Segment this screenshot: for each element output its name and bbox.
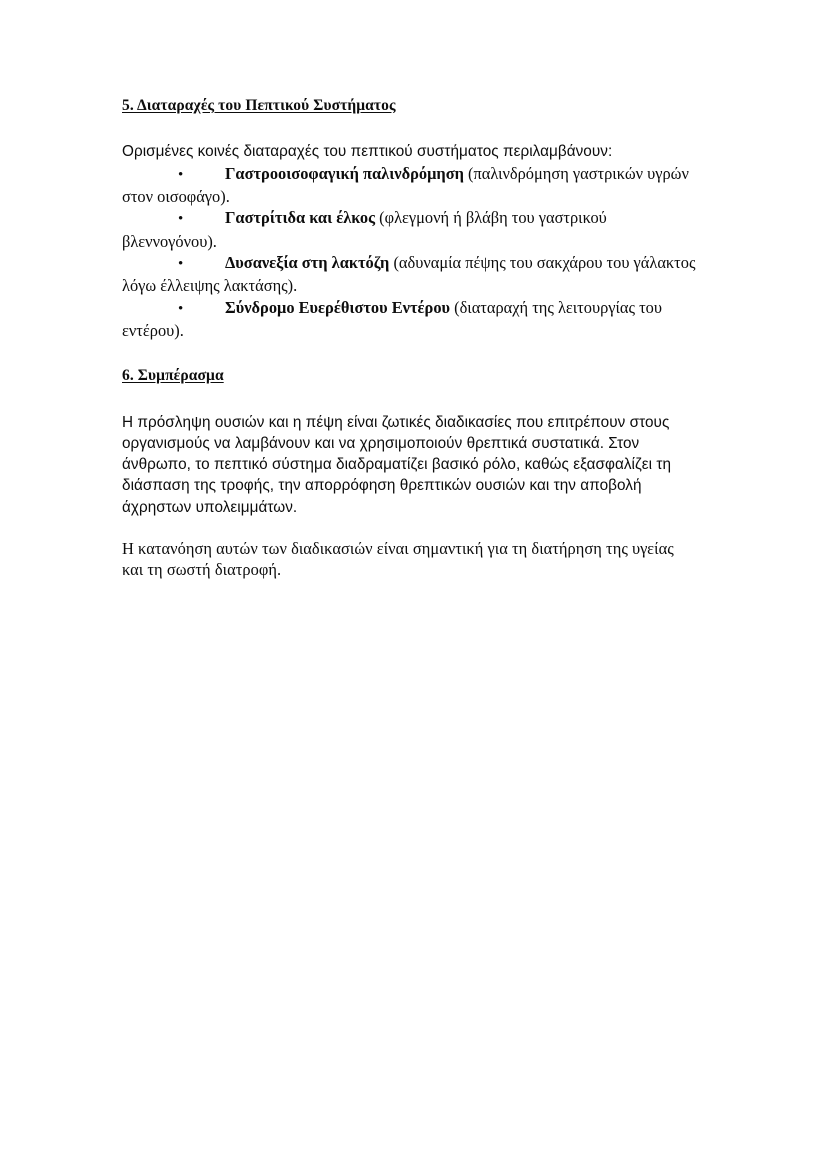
list-item-term: Γαστροοισοφαγική παλινδρόμηση: [225, 163, 464, 183]
list-item: [122, 252, 697, 297]
spacer: [122, 518, 697, 538]
spacer: [122, 387, 697, 412]
list-item: [122, 207, 697, 252]
bullet-icon: •: [178, 255, 184, 272]
document-content: [122, 96, 697, 581]
digestive-disorders-list: [122, 163, 697, 341]
list-item-description: (φλεγμονή ή βλάβη του γαστρικού βλεννογόνου).: [122, 208, 607, 251]
spacer: [122, 341, 697, 366]
section-5-heading-block: [122, 96, 697, 116]
section-6-heading: 6. Συμπέρασμα: [122, 367, 224, 385]
section-6-heading-block: [122, 366, 697, 386]
conclusion-paragraph-1: Η πρόσληψη ουσιών και η πέψη είναι ζωτικές διαδικασίες που επιτρέπουν στους οργανισμούς να λαμβάνουν και να χρησιμοποιούν θρεπτικά συστατικά. Στον άνθρωπο, το πεπτικό σύστημα διαδραματίζει βασικό ρόλο, καθώς εξασφαλίζει τη διάσπαση της τροφής, την απορρόφηση θρεπτικών ουσιών και την αποβολή άχρηστων υπολειμμάτων.: [122, 413, 672, 516]
list-item-description: (παλινδρόμηση γαστρικών υγρών στον οισοφάγο).: [122, 163, 689, 207]
conclusion-paragraph-2: Η κατανόηση αυτών των διαδικασιών είναι σημαντική για τη διατήρηση της υγείας και τη σωστή διατροφή.: [122, 539, 674, 580]
list-item: [122, 297, 697, 342]
list-item-term: Γαστρίτιδα και έλκος: [225, 208, 376, 228]
list-item-description: (αδυναμία πέψης του σακχάρου του γάλακτος λόγω έλλειψης λακτάσης).: [122, 252, 696, 296]
bullet-icon: •: [178, 166, 184, 183]
list-item: [122, 163, 697, 208]
section-5-heading: 5. Διαταραχές του Πεπτικού Συστήματος: [122, 97, 396, 114]
spacer: [122, 116, 697, 141]
list-item-description: (διαταραχή της λειτουργίας του εντέρου).: [122, 297, 662, 340]
list-item-term: Δυσανεξία στη λακτόζη: [225, 252, 390, 272]
section-5-intro-paragraph: Ορισμένες κοινές διαταραχές του πεπτικού συστήματος περιλαμβάνουν:: [122, 143, 613, 161]
bullet-icon: •: [178, 211, 184, 228]
list-item-term: Σύνδρομο Ευερέθιστου Εντέρου: [225, 297, 451, 317]
bullet-icon: •: [178, 300, 184, 317]
